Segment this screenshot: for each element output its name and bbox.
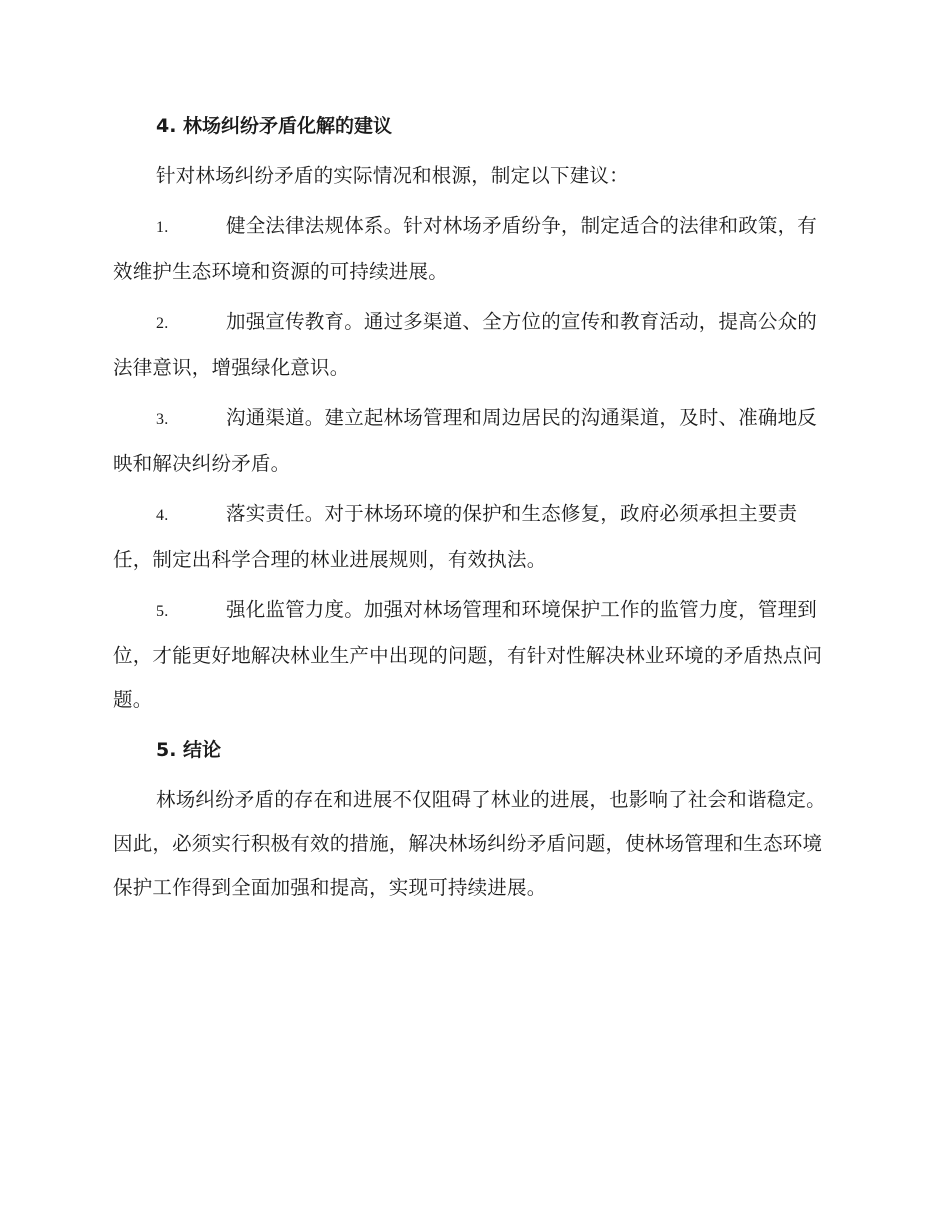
list-item-number: 4.	[156, 507, 169, 524]
section-5-body: 林场纠纷矛盾的存在和进展不仅阻碍了林业的进展，也影响了社会和谐稳定。因此，必须实行积极有效的措施，解决林场纠纷矛盾问题，使林场管理和生态环境保护工作得到全面加强和提高，实现可持续进展。	[113, 788, 826, 899]
list-item-text: 健全法律法规体系。针对林场矛盾纷争，制定适合的法律和政策，有效维护生态环境和资源的可持续进展。	[113, 214, 818, 283]
section-4-heading: 4. 林场纠纷矛盾化解的建议	[156, 115, 393, 137]
list-item-text: 强化监管力度。加强对林场管理和环境保护工作的监管力度，管理到位，才能更好地解决林业生产中出现的问题，有针对性解决林业环境的矛盾热点问题。	[113, 598, 823, 711]
list-item-text: 沟通渠道。建立起林场管理和周边居民的沟通渠道，及时、准确地反映和解决纠纷矛盾。	[113, 406, 818, 475]
document-page	[113, 104, 833, 916]
list-item-number: 2.	[156, 315, 169, 332]
list-item-text: 落实责任。对于林场环境的保护和生态修复，政府必须承担主要责任，制定出科学合理的林业进展规则，有效执法。	[113, 502, 798, 571]
section-4-intro: 针对林场纠纷矛盾的实际情况和根源，制定以下建议：	[156, 164, 629, 187]
list-item	[113, 492, 833, 582]
list-item-number: 1.	[156, 219, 169, 236]
list-item	[113, 204, 833, 294]
list-item	[113, 588, 833, 722]
section-5-heading: 5. 结论	[156, 739, 222, 761]
list-item-number: 5.	[156, 603, 169, 620]
list-item-number: 3.	[156, 411, 169, 428]
list-item-text: 加强宣传教育。通过多渠道、全方位的宣传和教育活动，提高公众的法律意识，增强绿化意识。	[113, 310, 818, 379]
list-item	[113, 396, 833, 486]
list-item	[113, 300, 833, 390]
